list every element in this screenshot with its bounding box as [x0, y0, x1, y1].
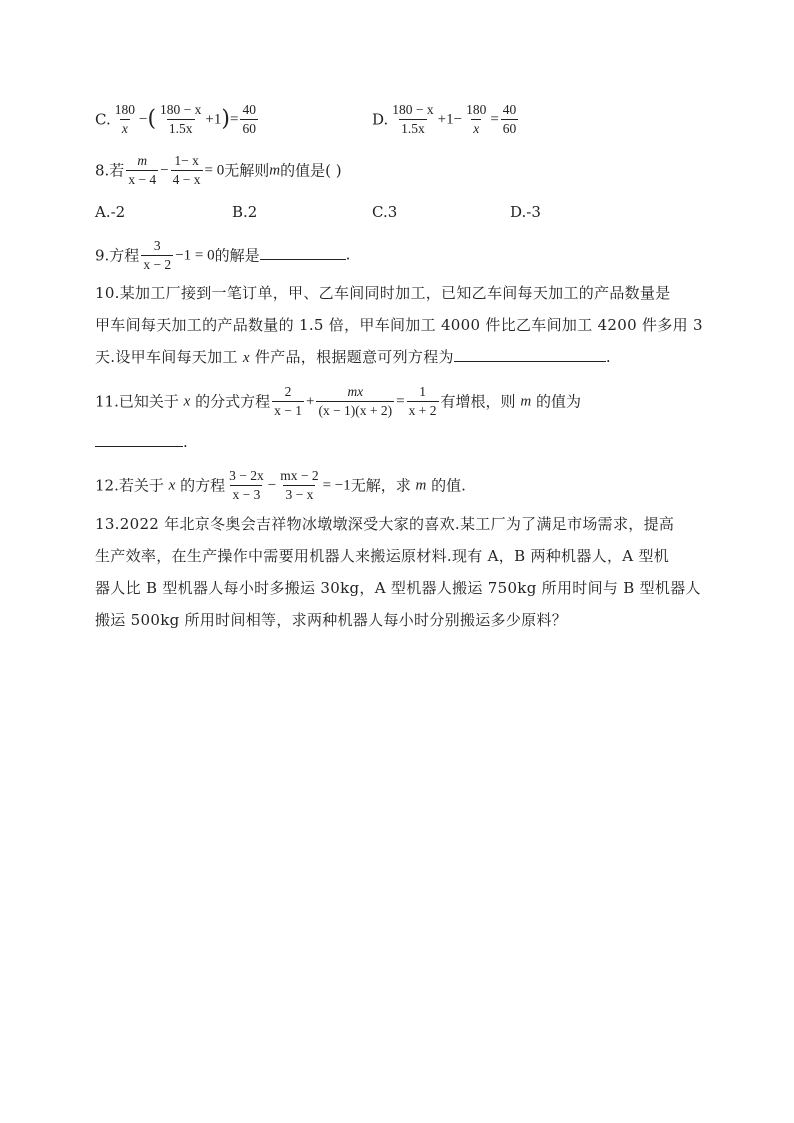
fraction: $\frac{180}{x}$ [466, 102, 487, 136]
fraction: $\frac{40}{60}$ [242, 102, 256, 136]
fraction: $\frac{180 - x}{1.5x}$ [392, 102, 434, 136]
fraction: $\frac{m}{x - 4}$ [128, 153, 157, 187]
q13-line-2: 生产效率，在生产操作中需要用机器人来搬运原材料.现有 A，B 两种机器人，A 型机 [95, 547, 670, 565]
question-10 [95, 277, 705, 374]
fraction: $\frac{2}{x - 1}$ [274, 384, 302, 418]
question-12: 12.若关于 x 的方程 $\frac{3 - 2x}{x - 3}$ − $\frac{mx - 2}{3 - x}$ = −1无解，求 m 的值. [95, 468, 466, 502]
q7-option-d: D. $\frac{180 - x}{1.5x}$ +1− $\frac{180}{x}$ = $\frac{40}{60}$ [372, 102, 517, 136]
q13-line-4: 搬运 500kg 所用时间相等，求两种机器人每小时分别搬运多少原料？ [95, 611, 568, 629]
q8-option-b: B.2 [232, 203, 258, 221]
fraction: $\frac{180 - x}{1.5x}$ [160, 102, 202, 136]
answer-blank [95, 432, 183, 447]
answer-blank [454, 347, 606, 362]
q8-option-c: C.3 [372, 203, 398, 221]
q11-answer-line: . [95, 432, 188, 452]
fraction: $\frac{1}{x + 2}$ [408, 384, 437, 418]
fraction: $\frac{mx}{(x - 1)(x + 2)}$ [318, 384, 393, 418]
fraction: $\frac{180}{x}$ [114, 102, 135, 136]
answer-blank [260, 245, 346, 260]
question-9: 9.方程 $\frac{3}{x - 2}$ −1 = 0的解是 . [95, 238, 351, 272]
q7-d-label: D. [372, 110, 389, 129]
fraction: $\frac{40}{60}$ [502, 102, 517, 136]
fraction: $\frac{mx - 2}{3 - x}$ [280, 468, 319, 502]
q10-line-2: 甲车间每天加工的产品数量的 1.5 倍，甲车间加工 4000 件比乙车间加工 4200 件多用 3 [95, 316, 703, 334]
fraction: $\frac{3}{x - 2}$ [143, 238, 172, 272]
q7-option-c: C. $\frac{180}{x}$ −( $\frac{180 - x}{1.5x}$ +1)= $\frac{40}{60}$ [95, 102, 256, 136]
q10-line-3: 天.设甲车间每天加工 x 件产品，根据题意可列方程为 . [95, 348, 611, 366]
fraction: $\frac{3 - 2x}{x - 3}$ [229, 468, 264, 502]
question-8: 8.若 $\frac{m}{x - 4}$ − $\frac{1- x}{4 - x}$ = 0无解则m的值是( ) [95, 153, 342, 187]
q8-option-d: D.-3 [510, 203, 541, 221]
q13-line-1: 13.2022 年北京冬奥会吉祥物冰墩墩深受大家的喜欢.某工厂为了满足市场需求，提高 [95, 515, 675, 533]
q10-line-1: 10.某加工厂接到一笔订单，甲、乙车间同时加工，已知乙车间每天加工的产品数量是 [95, 284, 671, 302]
q8-option-a: A.-2 [95, 203, 126, 221]
fraction: $\frac{1- x}{4 - x}$ [172, 153, 201, 187]
q7-c-label: C. [95, 110, 111, 129]
question-11: 11.已知关于 x 的分式方程 $\frac{2}{x - 1}$ + $\frac{mx}{(x - 1)(x + 2)}$ = $\frac{1}{x + 2}$ 有增根，则 m 的值为 [95, 384, 581, 418]
question-13 [95, 508, 705, 636]
q13-line-3: 器人比 B 型机器人每小时多搬运 30kg，A 型机器人搬运 750kg 所用时间与 B 型机器人 [95, 579, 701, 597]
